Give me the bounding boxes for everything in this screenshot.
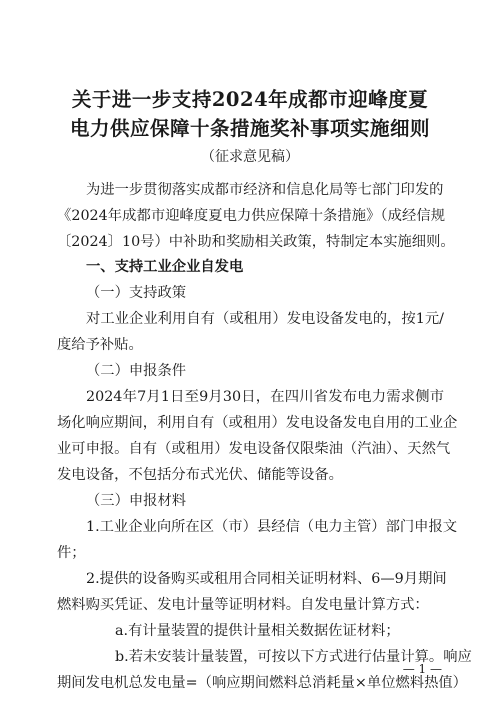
- document-title-line-1: 关于进一步支持2024年成都市迎峰度夏: [71, 88, 429, 111]
- sub-2-text-line-3: 业可申报。自有（或租用）发电设备仅限柴油（汽油）、天然气: [57, 441, 451, 457]
- sub-1-text-line-2: 度给予补贴。: [57, 337, 143, 353]
- section-1-heading: 一、支持工业企业自发电: [86, 259, 244, 275]
- sub-1-text-line-1: 对工业企业利用自有（或租用）发电设备发电的，按1元/: [86, 311, 444, 327]
- sub-1-heading: （一）支持政策: [86, 285, 187, 301]
- document-subtitle: （征求意见稿）: [201, 149, 299, 165]
- intro-line-2: 《2024年成都市迎峰度夏电力供应保障十条措施》（成经信规: [57, 208, 445, 224]
- document-title-line-2: 电力供应保障十条措施奖补事项实施细则: [69, 117, 430, 140]
- sub-3-item-a: a.有计量装置的提供计量相关数据佐证材料；: [115, 623, 400, 639]
- sub-3-item-b-line-1: b.若未安装计量装置，可按以下方式进行估量计算。响应: [115, 649, 472, 665]
- sub-2-text-line-4: 发电设备，不包括分布式光伏、储能等设备。: [57, 467, 343, 483]
- sub-2-text-line-2: 场化响应期间，利用自有（或租用）发电设备发电自用的工业企: [57, 415, 458, 431]
- sub-2-heading: （二）申报条件: [86, 363, 187, 379]
- sub-3-item-2-line-2: 燃料购买凭证、发电计量等证明材料。自发电量计算方式：: [57, 597, 429, 613]
- sub-3-heading: （三）申报材料: [86, 493, 187, 509]
- sub-3-item-1-line-1: 1.工业企业向所在区（市）县经信（电力主管）部门申报文: [86, 519, 458, 535]
- sub-2-text-line-1: 2024年7月1日至9月30日，在四川省发布电力需求侧市: [86, 389, 444, 405]
- page-number: — 1 —: [402, 662, 442, 676]
- sub-3-item-1-line-2: 件；: [57, 545, 86, 561]
- intro-line-3: 〔2024〕10号）中补助和奖励相关政策，特制定本实施细则。: [57, 234, 455, 250]
- sub-3-item-b-line-2: 期间发电机总发电量=（响应期间燃料总消耗量×单位燃料热值）: [57, 675, 467, 691]
- sub-3-item-2-line-1: 2.提供的设备购买或租用合同相关证明材料、6—9月期间: [86, 571, 447, 587]
- intro-line-1: 为进一步贯彻落实成都市经济和信息化局等七部门印发的: [86, 182, 444, 198]
